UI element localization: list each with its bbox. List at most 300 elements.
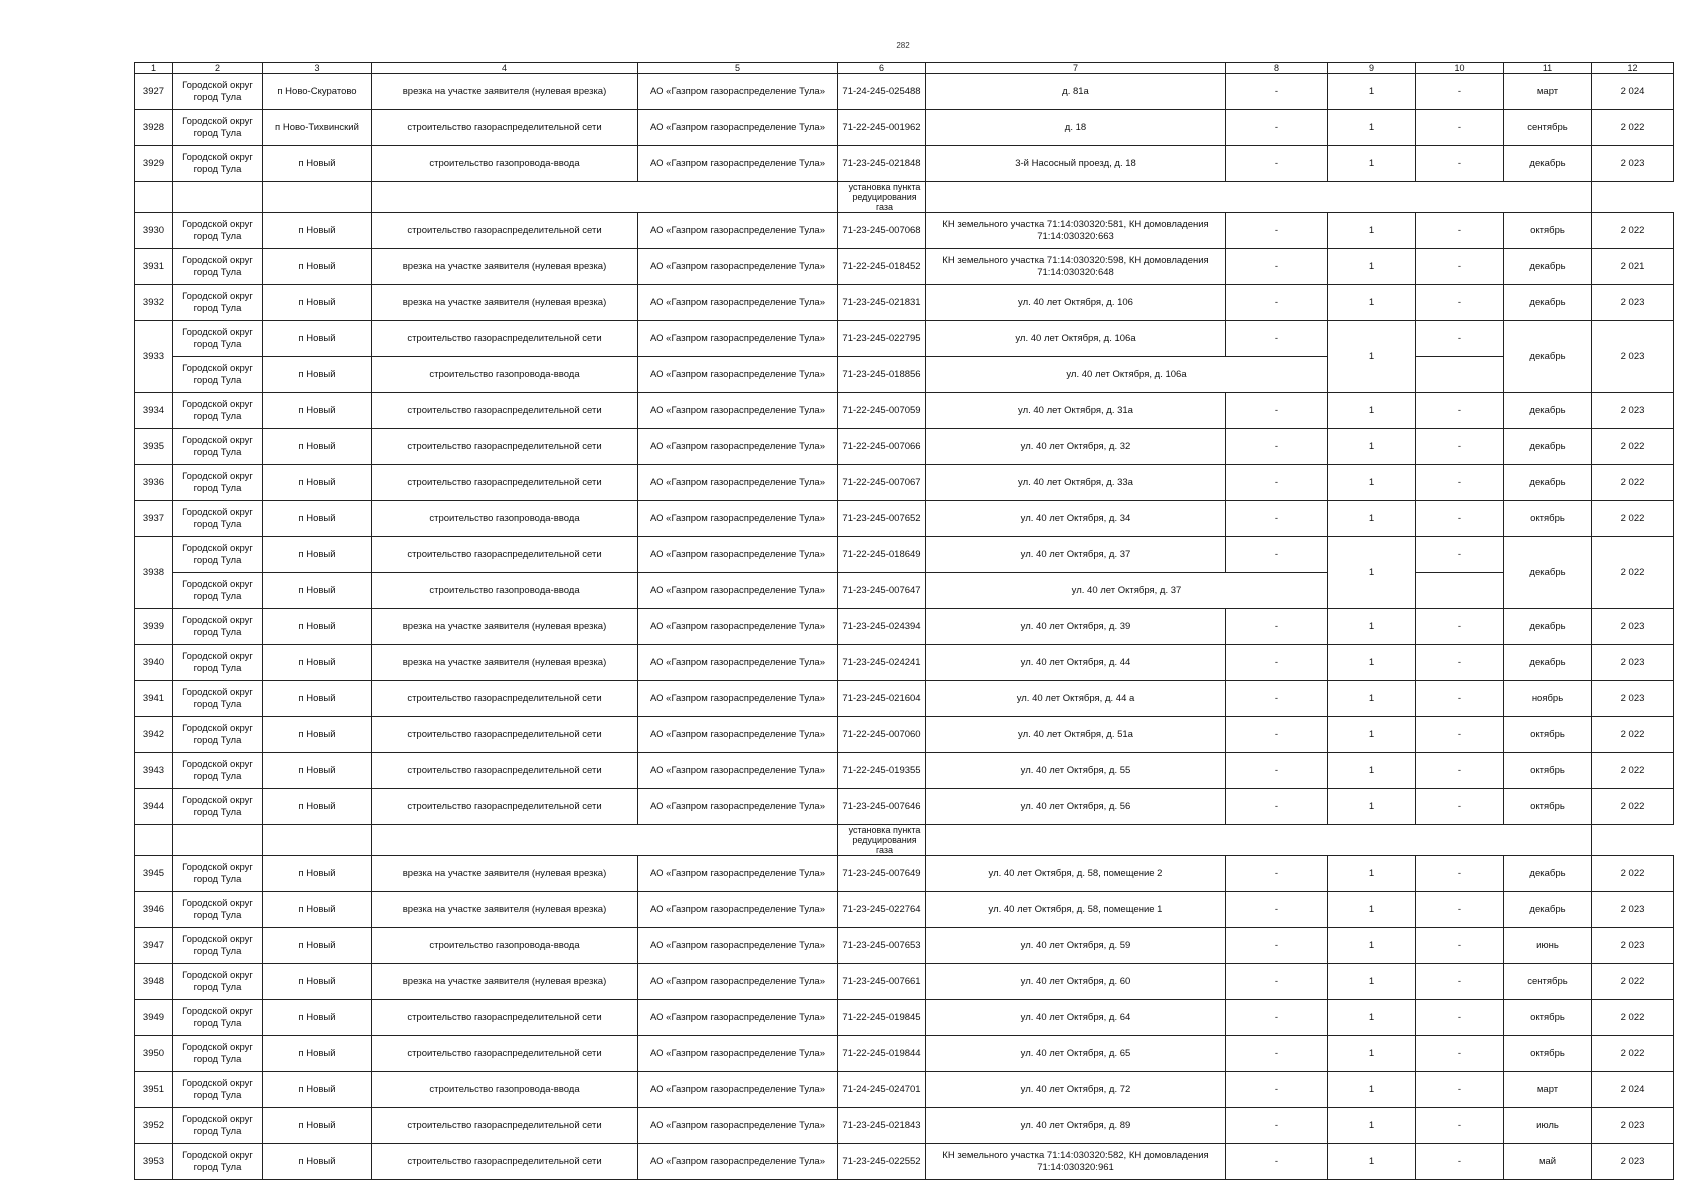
col9-cell: 1 bbox=[1328, 681, 1416, 717]
col10-cell: - bbox=[1416, 609, 1504, 645]
code-cell: 71-23-245-021831 bbox=[838, 285, 926, 321]
work-type-cell: врезка на участке заявителя (нулевая врезка) bbox=[372, 856, 638, 892]
district-cell: Городской округ город Тула bbox=[173, 429, 263, 465]
address-cell: ул. 40 лет Октября, д. 64 bbox=[926, 1000, 1226, 1036]
locality-cell: п Ново-Тихвинский bbox=[263, 110, 372, 146]
table-row bbox=[135, 393, 1674, 429]
year-cell: 2 021 bbox=[1592, 249, 1674, 285]
locality-cell: п Новый bbox=[263, 928, 372, 964]
year-cell: 2 022 bbox=[1592, 717, 1674, 753]
row-number: 3942 bbox=[135, 717, 173, 753]
organization-cell: АО «Газпром газораспределение Тула» bbox=[638, 393, 838, 429]
row-number: 3937 bbox=[135, 501, 173, 537]
col9-cell: 1 bbox=[1328, 429, 1416, 465]
organization-cell: АО «Газпром газораспределение Тула» bbox=[638, 110, 838, 146]
table-row bbox=[135, 1144, 1674, 1180]
organization-cell: АО «Газпром газораспределение Тула» bbox=[638, 1108, 838, 1144]
table-row bbox=[135, 964, 1674, 1000]
row-number: 3941 bbox=[135, 681, 173, 717]
address-cell: д. 18 bbox=[926, 110, 1226, 146]
year-cell: 2 022 bbox=[1592, 1036, 1674, 1072]
work-type-cell: строительство газораспределительной сети bbox=[372, 110, 638, 146]
year-cell: 2 023 bbox=[1592, 928, 1674, 964]
district-cell: Городской округ город Тула bbox=[173, 249, 263, 285]
organization-cell: АО «Газпром газораспределение Тула» bbox=[638, 1036, 838, 1072]
code-cell: 71-22-245-019845 bbox=[838, 1000, 926, 1036]
locality-cell: п Новый bbox=[263, 249, 372, 285]
year-cell: 2 024 bbox=[1592, 74, 1674, 110]
col8-cell: - bbox=[1226, 856, 1328, 892]
year-cell: 2 023 bbox=[1592, 1144, 1674, 1180]
register-table bbox=[134, 62, 1674, 1180]
col8-cell: - bbox=[1226, 717, 1328, 753]
col10-cell: - bbox=[1416, 501, 1504, 537]
table-row bbox=[135, 249, 1674, 285]
work-type-cell: строительство газопровода-ввода bbox=[372, 928, 638, 964]
address-cell: ул. 40 лет Октября, д. 106а bbox=[926, 357, 1328, 393]
table-row bbox=[135, 1072, 1674, 1108]
district-cell: Городской округ город Тула bbox=[173, 74, 263, 110]
locality-cell: п Новый bbox=[263, 429, 372, 465]
row-number: 3951 bbox=[135, 1072, 173, 1108]
col8-cell: - bbox=[1226, 146, 1328, 182]
col-header-6: 6 bbox=[838, 63, 926, 74]
district-cell: Городской округ город Тула bbox=[173, 609, 263, 645]
table-row bbox=[135, 501, 1674, 537]
code-cell: 71-23-245-021843 bbox=[838, 1108, 926, 1144]
year-cell: 2 023 bbox=[1592, 146, 1674, 182]
row-number: 3929 bbox=[135, 146, 173, 182]
work-type-cell: строительство газопровода-ввода bbox=[372, 501, 638, 537]
district-cell: Городской округ город Тула bbox=[173, 1000, 263, 1036]
month-cell: ноябрь bbox=[1504, 681, 1592, 717]
col9-cell: 1 bbox=[1328, 110, 1416, 146]
row-number: 3938 bbox=[135, 537, 173, 609]
month-cell: декабрь bbox=[1504, 609, 1592, 645]
work-type-cell: строительство газопровода-ввода bbox=[372, 146, 638, 182]
empty-cell bbox=[135, 825, 173, 856]
col10-cell: - bbox=[1416, 928, 1504, 964]
month-cell: декабрь bbox=[1504, 892, 1592, 928]
address-cell: ул. 40 лет Октября, д. 31а bbox=[926, 393, 1226, 429]
year-cell: 2 023 bbox=[1592, 1108, 1674, 1144]
work-type-cell: строительство газораспределительной сети bbox=[372, 789, 638, 825]
district-cell: Городской округ город Тула bbox=[173, 928, 263, 964]
col9-cell: 1 bbox=[1328, 928, 1416, 964]
col-header-1: 1 bbox=[135, 63, 173, 74]
col8-cell: - bbox=[1226, 1108, 1328, 1144]
row-number: 3949 bbox=[135, 1000, 173, 1036]
col-header-9: 9 bbox=[1328, 63, 1416, 74]
col10-cell: - bbox=[1416, 110, 1504, 146]
row-number: 3943 bbox=[135, 753, 173, 789]
address-cell: ул. 40 лет Октября, д. 34 bbox=[926, 501, 1226, 537]
col8-cell: - bbox=[1226, 393, 1328, 429]
note-row bbox=[135, 182, 1674, 213]
month-cell: май bbox=[1504, 1144, 1592, 1180]
locality-cell: п Новый bbox=[263, 213, 372, 249]
locality-cell: п Новый bbox=[263, 573, 372, 609]
year-cell: 2 022 bbox=[1592, 465, 1674, 501]
table-row bbox=[135, 892, 1674, 928]
code-cell: 71-22-245-018452 bbox=[838, 249, 926, 285]
code-cell: 71-23-245-018856 bbox=[838, 357, 926, 393]
year-cell: 2 023 bbox=[1592, 645, 1674, 681]
row-number: 3950 bbox=[135, 1036, 173, 1072]
organization-cell: АО «Газпром газораспределение Тула» bbox=[638, 213, 838, 249]
address-cell: ул. 40 лет Октября, д. 44 а bbox=[926, 681, 1226, 717]
table-row bbox=[135, 429, 1674, 465]
col8-cell: - bbox=[1226, 110, 1328, 146]
address-cell: ул. 40 лет Октября, д. 32 bbox=[926, 429, 1226, 465]
address-cell: ул. 40 лет Октября, д. 33а bbox=[926, 465, 1226, 501]
col10-cell: - bbox=[1416, 856, 1504, 892]
district-cell: Городской округ город Тула bbox=[173, 465, 263, 501]
code-cell: 71-23-245-007661 bbox=[838, 964, 926, 1000]
row-number: 3932 bbox=[135, 285, 173, 321]
col10-cell: - bbox=[1416, 717, 1504, 753]
code-cell: 71-24-245-024701 bbox=[838, 1072, 926, 1108]
district-cell: Городской округ город Тула bbox=[173, 1072, 263, 1108]
organization-cell: АО «Газпром газораспределение Тула» bbox=[638, 285, 838, 321]
col-header-3: 3 bbox=[263, 63, 372, 74]
work-type-cell: строительство газораспределительной сети bbox=[372, 321, 638, 357]
address-cell: КН земельного участка 71:14:030320:581, КН домовладения 71:14:030320:663 bbox=[926, 213, 1226, 249]
col9-cell: 1 bbox=[1328, 321, 1416, 393]
col10-cell: - bbox=[1416, 393, 1504, 429]
district-cell: Городской округ город Тула bbox=[173, 892, 263, 928]
row-number: 3928 bbox=[135, 110, 173, 146]
table-row bbox=[135, 753, 1674, 789]
month-cell: декабрь bbox=[1504, 393, 1592, 429]
work-type-cell: строительство газораспределительной сети bbox=[372, 753, 638, 789]
col10-cell: - bbox=[1416, 1072, 1504, 1108]
month-cell: декабрь bbox=[1504, 285, 1592, 321]
col9-cell: 1 bbox=[1328, 1108, 1416, 1144]
work-type-cell: врезка на участке заявителя (нулевая врезка) bbox=[372, 645, 638, 681]
locality-cell: п Новый bbox=[263, 146, 372, 182]
organization-cell: АО «Газпром газораспределение Тула» bbox=[638, 573, 838, 609]
col9-cell: 1 bbox=[1328, 892, 1416, 928]
col8-cell: - bbox=[1226, 465, 1328, 501]
empty-cell bbox=[372, 825, 838, 856]
year-cell: 2 023 bbox=[1592, 321, 1674, 393]
page-number: 282 bbox=[896, 41, 910, 50]
col8-cell: - bbox=[1226, 964, 1328, 1000]
organization-cell: АО «Газпром газораспределение Тула» bbox=[638, 465, 838, 501]
col10-cell: - bbox=[1416, 753, 1504, 789]
work-type-cell: врезка на участке заявителя (нулевая врезка) bbox=[372, 285, 638, 321]
year-cell: 2 022 bbox=[1592, 1000, 1674, 1036]
empty-cell bbox=[926, 182, 1592, 213]
year-cell: 2 022 bbox=[1592, 213, 1674, 249]
locality-cell: п Новый bbox=[263, 892, 372, 928]
work-type-cell: строительство газопровода-ввода bbox=[372, 1072, 638, 1108]
month-cell: сентябрь bbox=[1504, 964, 1592, 1000]
table-row bbox=[135, 645, 1674, 681]
code-cell: 71-23-245-007647 bbox=[838, 573, 926, 609]
month-cell: декабрь bbox=[1504, 429, 1592, 465]
col10-cell: - bbox=[1416, 789, 1504, 825]
row-number: 3930 bbox=[135, 213, 173, 249]
district-cell: Городской округ город Тула bbox=[173, 856, 263, 892]
col10-cell: - bbox=[1416, 892, 1504, 928]
row-number: 3933 bbox=[135, 321, 173, 393]
month-cell: октябрь bbox=[1504, 1000, 1592, 1036]
address-cell: ул. 40 лет Октября, д. 51а bbox=[926, 717, 1226, 753]
row-number: 3947 bbox=[135, 928, 173, 964]
work-type-cell: строительство газораспределительной сети bbox=[372, 1144, 638, 1180]
code-cell: 71-23-245-007646 bbox=[838, 789, 926, 825]
col9-cell: 1 bbox=[1328, 609, 1416, 645]
month-cell: декабрь bbox=[1504, 645, 1592, 681]
organization-cell: АО «Газпром газораспределение Тула» bbox=[638, 753, 838, 789]
code-cell: 71-22-245-007059 bbox=[838, 393, 926, 429]
organization-cell: АО «Газпром газораспределение Тула» bbox=[638, 1144, 838, 1180]
note-row bbox=[135, 825, 1674, 856]
col10-cell: - bbox=[1416, 1000, 1504, 1036]
col9-cell: 1 bbox=[1328, 717, 1416, 753]
address-cell: д. 81а bbox=[926, 74, 1226, 110]
table-row bbox=[135, 573, 1674, 609]
col8-cell: - bbox=[1226, 1000, 1328, 1036]
address-cell: ул. 40 лет Октября, д. 44 bbox=[926, 645, 1226, 681]
month-cell: декабрь bbox=[1504, 249, 1592, 285]
col8-cell: - bbox=[1226, 892, 1328, 928]
organization-cell: АО «Газпром газораспределение Тула» bbox=[638, 357, 838, 393]
col9-cell: 1 bbox=[1328, 537, 1416, 609]
organization-cell: АО «Газпром газораспределение Тула» bbox=[638, 892, 838, 928]
col9-cell: 1 bbox=[1328, 645, 1416, 681]
organization-cell: АО «Газпром газораспределение Тула» bbox=[638, 645, 838, 681]
address-cell: ул. 40 лет Октября, д. 106а bbox=[926, 321, 1226, 357]
col10-cell: - bbox=[1416, 645, 1504, 681]
col8-cell: - bbox=[1226, 537, 1328, 573]
year-cell: 2 022 bbox=[1592, 753, 1674, 789]
locality-cell: п Новый bbox=[263, 789, 372, 825]
code-cell: 71-22-245-007060 bbox=[838, 717, 926, 753]
month-cell: октябрь bbox=[1504, 213, 1592, 249]
col8-cell: - bbox=[1226, 1072, 1328, 1108]
district-cell: Городской округ город Тула bbox=[173, 1144, 263, 1180]
col8-cell: - bbox=[1226, 609, 1328, 645]
table-row bbox=[135, 681, 1674, 717]
year-cell: 2 022 bbox=[1592, 964, 1674, 1000]
table-row bbox=[135, 285, 1674, 321]
empty-cell bbox=[173, 825, 263, 856]
col10-cell: - bbox=[1416, 429, 1504, 465]
address-cell: ул. 40 лет Октября, д. 59 bbox=[926, 928, 1226, 964]
row-number: 3934 bbox=[135, 393, 173, 429]
organization-cell: АО «Газпром газораспределение Тула» bbox=[638, 1000, 838, 1036]
col9-cell: 1 bbox=[1328, 753, 1416, 789]
district-cell: Городской округ город Тула bbox=[173, 964, 263, 1000]
locality-cell: п Новый bbox=[263, 321, 372, 357]
col9-cell: 1 bbox=[1328, 964, 1416, 1000]
col-header-2: 2 bbox=[173, 63, 263, 74]
row-number: 3946 bbox=[135, 892, 173, 928]
code-cell: 71-23-245-007653 bbox=[838, 928, 926, 964]
work-type-cell: строительство газораспределительной сети bbox=[372, 681, 638, 717]
row-number: 3927 bbox=[135, 74, 173, 110]
col9-cell: 1 bbox=[1328, 501, 1416, 537]
locality-cell: п Новый bbox=[263, 681, 372, 717]
address-cell: КН земельного участка 71:14:030320:598, КН домовладения 71:14:030320:648 bbox=[926, 249, 1226, 285]
col9-cell: 1 bbox=[1328, 789, 1416, 825]
col-header-10: 10 bbox=[1416, 63, 1504, 74]
col9-cell: 1 bbox=[1328, 285, 1416, 321]
month-cell: сентябрь bbox=[1504, 110, 1592, 146]
note-cell bbox=[838, 182, 926, 213]
col-header-12: 12 bbox=[1592, 63, 1674, 74]
address-cell: ул. 40 лет Октября, д. 58, помещение 2 bbox=[926, 856, 1226, 892]
col-header-4: 4 bbox=[372, 63, 638, 74]
col10-cell: - bbox=[1416, 213, 1504, 249]
address-cell: ул. 40 лет Октября, д. 37 bbox=[926, 573, 1328, 609]
district-cell: Городской округ город Тула bbox=[173, 213, 263, 249]
table-row bbox=[135, 321, 1674, 357]
empty-cell bbox=[926, 825, 1592, 856]
work-type-cell: строительство газораспределительной сети bbox=[372, 717, 638, 753]
year-cell: 2 023 bbox=[1592, 681, 1674, 717]
code-cell: 71-23-245-022795 bbox=[838, 321, 926, 357]
district-cell: Городской округ город Тула bbox=[173, 789, 263, 825]
address-cell: ул. 40 лет Октября, д. 89 bbox=[926, 1108, 1226, 1144]
table-row bbox=[135, 609, 1674, 645]
district-cell: Городской округ город Тула bbox=[173, 110, 263, 146]
locality-cell: п Новый bbox=[263, 645, 372, 681]
organization-cell: АО «Газпром газораспределение Тула» bbox=[638, 1072, 838, 1108]
code-cell: 71-22-245-007067 bbox=[838, 465, 926, 501]
district-cell: Городской округ город Тула bbox=[173, 146, 263, 182]
year-cell: 2 022 bbox=[1592, 789, 1674, 825]
row-number: 3944 bbox=[135, 789, 173, 825]
work-type-cell: врезка на участке заявителя (нулевая врезка) bbox=[372, 249, 638, 285]
col8-cell: - bbox=[1226, 645, 1328, 681]
table-row bbox=[135, 856, 1674, 892]
organization-cell: АО «Газпром газораспределение Тула» bbox=[638, 717, 838, 753]
district-cell: Городской округ город Тула bbox=[173, 645, 263, 681]
district-cell: Городской округ город Тула bbox=[173, 357, 263, 393]
col8-cell: - bbox=[1226, 501, 1328, 537]
table-row bbox=[135, 537, 1674, 573]
col10-cell: - bbox=[1416, 681, 1504, 717]
year-cell: 2 024 bbox=[1592, 1072, 1674, 1108]
district-cell: Городской округ город Тула bbox=[173, 573, 263, 609]
empty-cell bbox=[263, 182, 372, 213]
col-header-7: 7 bbox=[926, 63, 1226, 74]
month-cell: март bbox=[1504, 1072, 1592, 1108]
month-cell: декабрь bbox=[1504, 537, 1592, 609]
year-cell: 2 023 bbox=[1592, 609, 1674, 645]
col8-cell: - bbox=[1226, 753, 1328, 789]
empty-cell bbox=[173, 182, 263, 213]
locality-cell: п Новый bbox=[263, 501, 372, 537]
table-row bbox=[135, 928, 1674, 964]
code-cell: 71-22-245-001962 bbox=[838, 110, 926, 146]
organization-cell: АО «Газпром газораспределение Тула» bbox=[638, 537, 838, 573]
col9-cell: 1 bbox=[1328, 146, 1416, 182]
column-number-header bbox=[135, 63, 1674, 74]
row-number: 3935 bbox=[135, 429, 173, 465]
col10-cell bbox=[1416, 357, 1504, 393]
col9-cell: 1 bbox=[1328, 249, 1416, 285]
district-cell: Городской округ город Тула bbox=[173, 537, 263, 573]
organization-cell: АО «Газпром газораспределение Тула» bbox=[638, 609, 838, 645]
col-header-8: 8 bbox=[1226, 63, 1328, 74]
table-row bbox=[135, 357, 1674, 393]
col10-cell: - bbox=[1416, 1036, 1504, 1072]
organization-cell: АО «Газпром газораспределение Тула» bbox=[638, 789, 838, 825]
col10-cell: - bbox=[1416, 249, 1504, 285]
work-type-cell: строительство газораспределительной сети bbox=[372, 393, 638, 429]
work-type-cell: строительство газопровода-ввода bbox=[372, 357, 638, 393]
locality-cell: п Новый bbox=[263, 465, 372, 501]
address-cell: ул. 40 лет Октября, д. 58, помещение 1 bbox=[926, 892, 1226, 928]
month-cell: октябрь bbox=[1504, 1036, 1592, 1072]
col10-cell: - bbox=[1416, 537, 1504, 573]
table-body bbox=[135, 74, 1674, 1180]
locality-cell: п Новый bbox=[263, 717, 372, 753]
locality-cell: п Новый bbox=[263, 753, 372, 789]
table-row bbox=[135, 1036, 1674, 1072]
col8-cell: - bbox=[1226, 74, 1328, 110]
address-cell: КН земельного участка 71:14:030320:582, КН домовладения 71:14:030320:961 bbox=[926, 1144, 1226, 1180]
district-cell: Городской округ город Тула bbox=[173, 681, 263, 717]
row-number: 3945 bbox=[135, 856, 173, 892]
empty-cell bbox=[135, 182, 173, 213]
organization-cell: АО «Газпром газораспределение Тула» bbox=[638, 249, 838, 285]
organization-cell: АО «Газпром газораспределение Тула» bbox=[638, 146, 838, 182]
address-cell: ул. 40 лет Октября, д. 56 bbox=[926, 789, 1226, 825]
row-number: 3953 bbox=[135, 1144, 173, 1180]
col-header-11: 11 bbox=[1504, 63, 1592, 74]
address-cell: ул. 40 лет Октября, д. 37 bbox=[926, 537, 1226, 573]
col9-cell: 1 bbox=[1328, 1072, 1416, 1108]
work-type-cell: строительство газораспределительной сети bbox=[372, 213, 638, 249]
organization-cell: АО «Газпром газораспределение Тула» bbox=[638, 856, 838, 892]
district-cell: Городской округ город Тула bbox=[173, 1108, 263, 1144]
month-cell: декабрь bbox=[1504, 146, 1592, 182]
table-row bbox=[135, 110, 1674, 146]
month-cell: октябрь bbox=[1504, 717, 1592, 753]
district-cell: Городской округ город Тула bbox=[173, 717, 263, 753]
locality-cell: п Новый bbox=[263, 393, 372, 429]
row-number: 3931 bbox=[135, 249, 173, 285]
district-cell: Городской округ город Тула bbox=[173, 285, 263, 321]
year-cell: 2 022 bbox=[1592, 429, 1674, 465]
locality-cell: п Новый bbox=[263, 1036, 372, 1072]
col9-cell: 1 bbox=[1328, 1144, 1416, 1180]
organization-cell: АО «Газпром газораспределение Тула» bbox=[638, 964, 838, 1000]
table-row bbox=[135, 146, 1674, 182]
col10-cell: - bbox=[1416, 465, 1504, 501]
address-cell: ул. 40 лет Октября, д. 106 bbox=[926, 285, 1226, 321]
organization-cell: АО «Газпром газораспределение Тула» bbox=[638, 74, 838, 110]
work-type-cell: строительство газораспределительной сети bbox=[372, 1036, 638, 1072]
locality-cell: п Новый bbox=[263, 964, 372, 1000]
row-number: 3952 bbox=[135, 1108, 173, 1144]
col10-cell: - bbox=[1416, 285, 1504, 321]
locality-cell: п Новый bbox=[263, 609, 372, 645]
col9-cell: 1 bbox=[1328, 1036, 1416, 1072]
col8-cell: - bbox=[1226, 249, 1328, 285]
organization-cell: АО «Газпром газораспределение Тула» bbox=[638, 321, 838, 357]
work-type-cell: врезка на участке заявителя (нулевая врезка) bbox=[372, 609, 638, 645]
col-header-5: 5 bbox=[638, 63, 838, 74]
col8-cell: - bbox=[1226, 1036, 1328, 1072]
empty-cell bbox=[372, 182, 838, 213]
